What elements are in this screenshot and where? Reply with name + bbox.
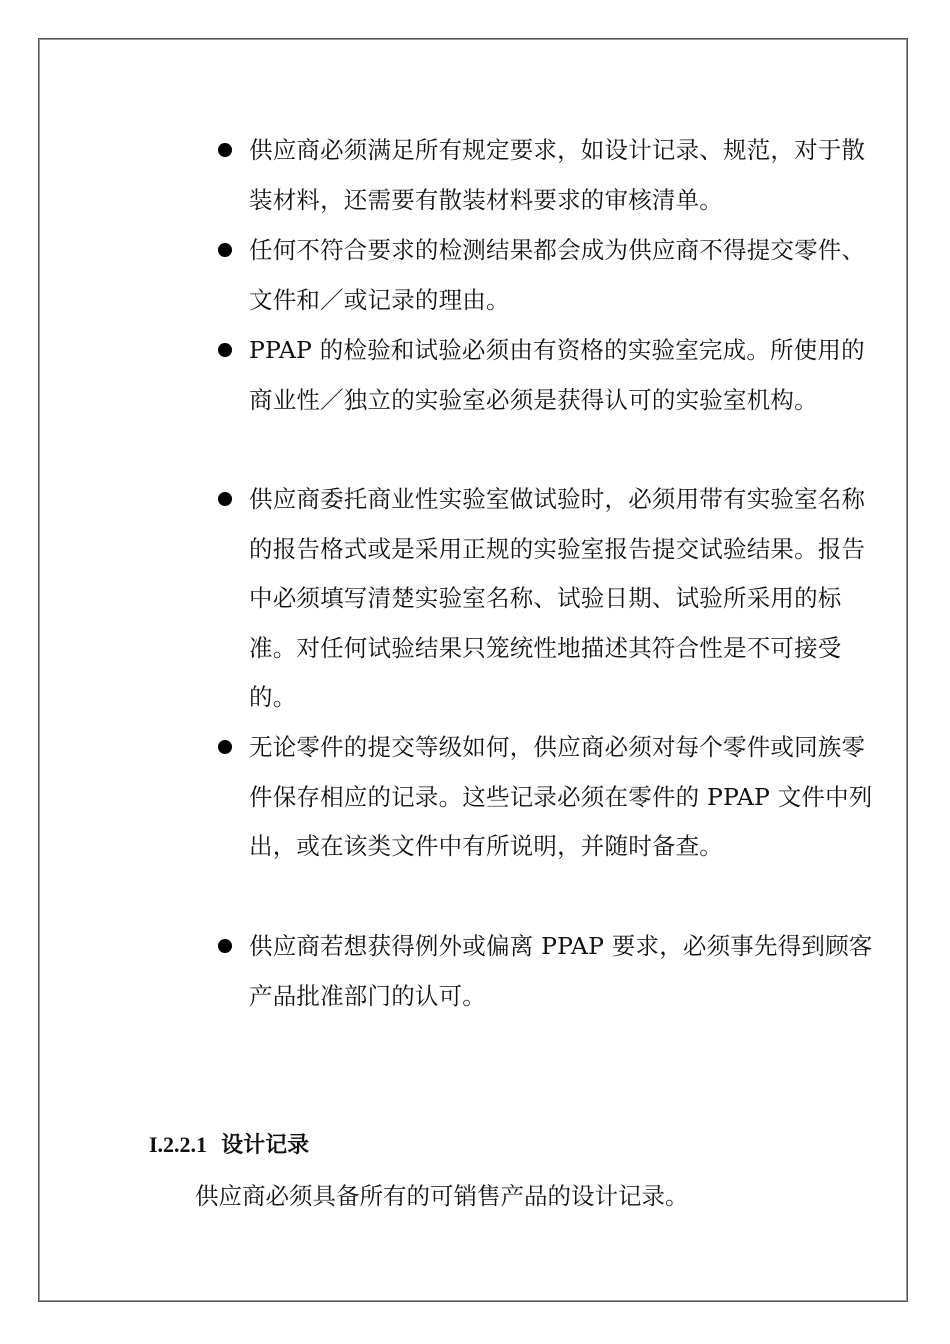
- list-item-text: 供应商必须满足所有规定要求，如设计记录、规范，对于散装材料，还需要有散装材料要求的审核清单。: [249, 136, 866, 214]
- section-heading: [149, 1128, 309, 1162]
- bullet-dot-icon: [218, 939, 232, 953]
- list-item-text: 任何不符合要求的检测结果都会成为供应商不得提交零件、文件和／或记录的理由。: [249, 236, 866, 314]
- bullet-dot-icon: [218, 343, 232, 357]
- bullet-dot-icon: [218, 492, 232, 506]
- section-title: 设计记录: [221, 1132, 310, 1158]
- bullet-dot-icon: [218, 243, 232, 257]
- list-item-text: 供应商若想获得例外或偏离 PPAP 要求，必须事先得到顾客产品批准部门的认可。: [249, 932, 873, 1010]
- section-number: I.2.2.1: [149, 1132, 208, 1157]
- bullet-dot-icon: [218, 740, 232, 754]
- list-item-text: PPAP 的检验和试验必须由有资格的实验室完成。所使用的商业性／独立的实验室必须是获得认可的实验室机构。: [249, 336, 865, 414]
- bullet-dot-icon: [218, 143, 232, 157]
- list-item-text: 供应商委托商业性实验室做试验时，必须用带有实验室名称的报告格式或是采用正规的实验室报告提交试验结果。报告中必须填写清楚实验室名称、试验日期、试验所采用的标准。对任何试验结果只笼统性地描述其符合性是不可接受的。: [249, 485, 866, 712]
- section-paragraph: 供应商必须具备所有的可销售产品的设计记录。: [195, 1182, 689, 1210]
- list-item-text: 无论零件的提交等级如何，供应商必须对每个零件或同族零件保存相应的记录。这些记录必须在零件的 PPAP 文件中列出，或在该类文件中有所说明，并随时备查。: [249, 733, 873, 861]
